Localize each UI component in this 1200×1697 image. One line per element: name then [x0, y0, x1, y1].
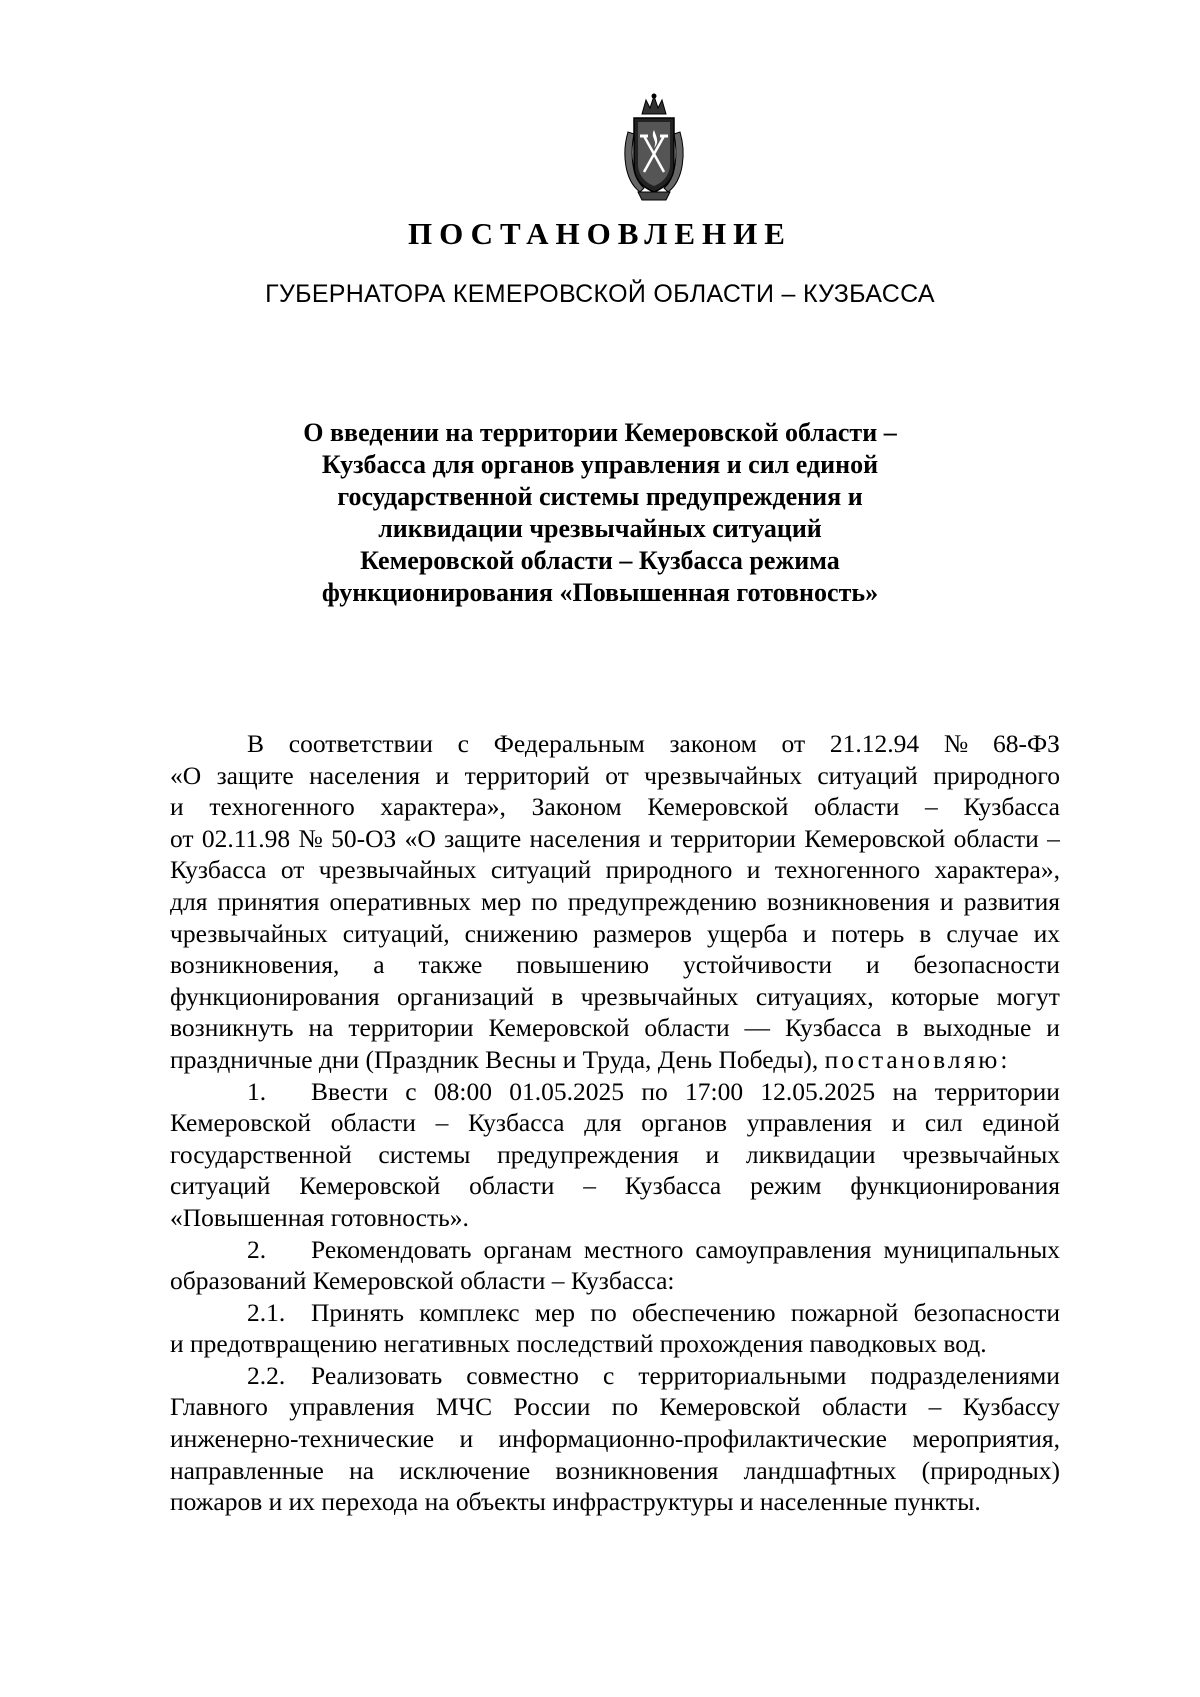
- word: случае: [946, 918, 1019, 948]
- word: области: [644, 1013, 730, 1043]
- word: В: [247, 729, 265, 758]
- word: 02.11.98: [201, 823, 291, 853]
- item-2: [170, 1234, 1060, 1266]
- word: области: [821, 1392, 908, 1422]
- word: 21.12.94: [829, 729, 920, 758]
- word: –: [925, 792, 938, 822]
- word: –: [583, 1171, 596, 1201]
- heading-line: государственной системы предупреждения и: [337, 482, 863, 511]
- word: для: [584, 1108, 622, 1138]
- word: Принять: [311, 1297, 404, 1327]
- word: природного: [933, 760, 1060, 790]
- word: по: [590, 1297, 617, 1327]
- word: Кузбасса: [468, 1108, 565, 1138]
- word: №: [298, 823, 323, 853]
- heading-line: функционирования «Повышенная готовность»: [321, 578, 879, 607]
- preamble-line: [170, 981, 1060, 1013]
- word: сил: [924, 1108, 963, 1138]
- word: муниципальных: [883, 1234, 1060, 1264]
- word: местного: [583, 1234, 684, 1264]
- word: государственной: [170, 1139, 352, 1169]
- word: 68-ФЗ: [993, 729, 1060, 758]
- item-number: 2.: [247, 1234, 267, 1264]
- item-number: 2.1.: [247, 1297, 286, 1327]
- heading-line: О введении на территории Кемеровской области –: [303, 418, 897, 447]
- word: Главного: [170, 1392, 268, 1422]
- word: Кемеровской: [488, 1013, 630, 1043]
- word: ситуаций: [817, 760, 918, 790]
- item-2-2: [170, 1360, 1060, 1392]
- word: области: [953, 823, 1039, 853]
- word: системы: [378, 1139, 471, 1169]
- word: также: [418, 950, 483, 980]
- word: Реализовать: [311, 1360, 443, 1390]
- word: на: [892, 1076, 918, 1106]
- preamble-line: [170, 760, 1060, 792]
- word: области: [469, 1171, 555, 1201]
- word: –: [1047, 823, 1060, 853]
- word: Кемеровской: [647, 792, 789, 822]
- word: территории: [348, 1013, 474, 1043]
- word: ландшафтных: [743, 1455, 897, 1485]
- word: защите: [216, 760, 294, 790]
- word: и: [746, 855, 761, 885]
- word: Кузбасса: [963, 792, 1060, 822]
- word: «О: [404, 823, 436, 853]
- word: потерь: [831, 918, 905, 948]
- word: Кузбасса: [784, 1013, 882, 1043]
- word: выходные: [923, 1013, 1032, 1043]
- word: возникновения: [555, 1455, 719, 1485]
- item-text: [311, 1297, 1060, 1329]
- word: безопасности: [913, 950, 1060, 980]
- preamble-line: [170, 823, 1060, 855]
- item-text: [311, 1234, 1060, 1266]
- preamble-line: [170, 1012, 1060, 1044]
- item-line: [170, 1391, 1060, 1423]
- word: России: [513, 1392, 591, 1422]
- word: ситуаций,: [342, 918, 450, 948]
- word: с: [457, 729, 469, 758]
- word: «О: [170, 760, 202, 790]
- document-body: [170, 728, 1060, 1518]
- heading-line: ликвидации чрезвычайных ситуаций: [378, 514, 822, 543]
- word: защите: [444, 823, 522, 853]
- word: в: [896, 1013, 909, 1043]
- word: безопасности: [913, 1297, 1060, 1327]
- item-line: и предотвращению негативных последствий прохождения паводковых вод.: [170, 1329, 987, 1359]
- item-number: 1.: [247, 1076, 267, 1106]
- preamble-last-line: [170, 1044, 1060, 1076]
- word: ситуаций: [490, 855, 592, 885]
- item-1: [170, 1076, 1060, 1108]
- word: чрезвычайных: [644, 760, 802, 790]
- word: Кузбассу: [962, 1392, 1060, 1422]
- heading-line: Кемеровской области – Кузбасса режима: [360, 546, 840, 575]
- preamble-line: [170, 886, 1060, 918]
- word: функционирования: [170, 981, 380, 1011]
- word: от: [280, 855, 305, 885]
- word: повышению: [516, 950, 650, 980]
- word: Кузбасса: [624, 1171, 722, 1201]
- word: области: [330, 1108, 416, 1138]
- word: устойчивости: [682, 950, 833, 980]
- word: органов: [641, 1108, 728, 1138]
- word: по: [611, 1392, 639, 1422]
- word: которые: [890, 981, 980, 1011]
- page-subtitle: ГУБЕРНАТОРА КЕМЕРОВСКОЙ ОБЛАСТИ – КУЗБАССА: [265, 280, 935, 308]
- item-text: [311, 1076, 1060, 1108]
- word: области: [814, 792, 900, 822]
- word: предупреждению: [567, 886, 757, 916]
- word: а: [373, 950, 385, 980]
- item-line: образований Кемеровской области – Кузбасса:: [170, 1266, 675, 1296]
- word: и: [891, 1108, 906, 1138]
- word: чрезвычайных: [318, 855, 477, 885]
- word: 01.05.2025: [509, 1076, 625, 1106]
- word: органам: [483, 1234, 572, 1264]
- preamble-line: [170, 918, 1060, 950]
- resolve-word: постановляю:: [824, 1044, 1011, 1074]
- word: в: [551, 981, 564, 1011]
- word: информационно-профилактические: [498, 1424, 887, 1454]
- word: техногенного: [774, 855, 921, 885]
- word: –: [435, 1108, 449, 1138]
- word: МЧС: [435, 1392, 493, 1422]
- word: территории: [670, 823, 796, 853]
- word: ситуациях,: [755, 981, 874, 1011]
- heading-line: Кузбасса для органов управления и сил единой: [321, 450, 879, 479]
- word: Кемеровской: [804, 823, 946, 853]
- word: размеров: [593, 918, 692, 948]
- word: —: [744, 1013, 771, 1043]
- word: чрезвычайных: [902, 1139, 1060, 1169]
- word: характера»,: [934, 855, 1060, 885]
- item-line: [170, 1107, 1060, 1139]
- word: исключение: [399, 1455, 531, 1485]
- word: Рекомендовать: [311, 1234, 472, 1264]
- word: территорий: [464, 760, 590, 790]
- word: территории: [934, 1076, 1060, 1106]
- word: техногенного: [209, 792, 355, 822]
- preamble-line: [170, 854, 1060, 886]
- item-number: 2.2.: [247, 1360, 286, 1390]
- item-line: [170, 1170, 1060, 1202]
- preamble-line: [170, 791, 1060, 823]
- item-line: [170, 1455, 1060, 1487]
- document-heading: [300, 417, 900, 609]
- word: самоуправления: [695, 1234, 872, 1264]
- word: принятия: [217, 886, 320, 916]
- word: оперативных: [329, 886, 471, 916]
- word: и: [705, 1139, 720, 1169]
- word: 50-ОЗ: [331, 823, 397, 853]
- word: управления: [289, 1392, 415, 1422]
- word: могут: [996, 981, 1060, 1011]
- kuzbass-coat-of-arms-icon: [620, 92, 688, 204]
- word: Кемеровской: [299, 1171, 441, 1201]
- word: возникновения: [766, 886, 930, 916]
- word: №: [943, 729, 969, 758]
- page-title: ПОСТАНОВЛЕНИЕ: [408, 216, 792, 251]
- word: и: [459, 1424, 474, 1454]
- word: от: [605, 760, 629, 790]
- word: в: [919, 918, 932, 948]
- word: на: [349, 1455, 375, 1485]
- word: чрезвычайных: [170, 918, 328, 948]
- word: направленные: [170, 1455, 324, 1485]
- word: инженерно-технические: [170, 1424, 435, 1454]
- word: и: [648, 823, 663, 853]
- word: и: [435, 760, 450, 790]
- word: 08:00: [433, 1076, 492, 1106]
- item-text: [311, 1360, 1060, 1392]
- word: 17:00: [685, 1076, 744, 1106]
- item-line: пожаров и их перехода на объекты инфраструктуры и населенные пункты.: [170, 1487, 981, 1517]
- word: и: [1046, 1013, 1060, 1043]
- word: их: [1033, 918, 1060, 948]
- word: с: [602, 1360, 615, 1390]
- word: от: [781, 729, 806, 758]
- item-line: «Повышенная готовность».: [170, 1202, 469, 1232]
- word: возникнуть: [170, 1013, 294, 1043]
- word: Ввести: [311, 1076, 388, 1106]
- preamble-line: [170, 728, 1060, 760]
- word: режим: [750, 1171, 822, 1201]
- word: и: [939, 886, 954, 916]
- word: мероприятия,: [912, 1424, 1060, 1454]
- word: пожарной: [790, 1297, 899, 1327]
- item-line: [170, 1423, 1060, 1455]
- word: Кемеровской: [659, 1392, 801, 1422]
- word: и: [802, 918, 817, 948]
- word: Кузбасса: [170, 855, 267, 885]
- word: территориальными: [638, 1360, 847, 1390]
- word: функционирования: [850, 1171, 1060, 1201]
- preamble-text: праздничные дни (Праздник Весны и Труда, День Победы),: [170, 1044, 819, 1074]
- word: ущерба: [706, 918, 788, 948]
- word: подразделениями: [870, 1360, 1060, 1390]
- word: соответствии: [288, 729, 433, 758]
- word: обеспечению: [632, 1297, 776, 1327]
- word: 12.05.2025: [760, 1076, 876, 1106]
- item-2-1: [170, 1297, 1060, 1329]
- word: с: [405, 1076, 417, 1106]
- word: для: [170, 886, 208, 916]
- word: –: [928, 1392, 942, 1422]
- word: природного: [605, 855, 733, 885]
- word: по: [531, 886, 558, 916]
- word: характера»,: [380, 792, 506, 822]
- word: населения: [309, 760, 421, 790]
- item-line: [170, 1139, 1060, 1171]
- preamble-line: [170, 949, 1060, 981]
- word: и: [865, 950, 880, 980]
- word: снижению: [464, 918, 579, 948]
- word: населения: [529, 823, 641, 853]
- word: развития: [963, 886, 1060, 916]
- word: комплекс: [419, 1297, 520, 1327]
- word: возникновения,: [170, 950, 340, 980]
- word: управления: [746, 1108, 872, 1138]
- word: ситуаций: [170, 1171, 271, 1201]
- word: Кемеровской: [170, 1108, 312, 1138]
- word: Федеральным: [493, 729, 645, 758]
- word: на: [308, 1013, 334, 1043]
- word: совместно: [466, 1360, 579, 1390]
- word: и: [170, 792, 184, 822]
- word: от: [170, 823, 194, 853]
- word: организаций: [396, 981, 534, 1011]
- word: чрезвычайных: [580, 981, 739, 1011]
- word: по: [641, 1076, 668, 1106]
- word: мер: [481, 886, 522, 916]
- word: законом: [669, 729, 757, 758]
- word: мер: [534, 1297, 576, 1327]
- word: предупреждения: [497, 1139, 679, 1169]
- word: (природных): [921, 1455, 1060, 1485]
- word: ликвидации: [745, 1139, 876, 1169]
- word: единой: [982, 1108, 1060, 1138]
- word: Законом: [531, 792, 622, 822]
